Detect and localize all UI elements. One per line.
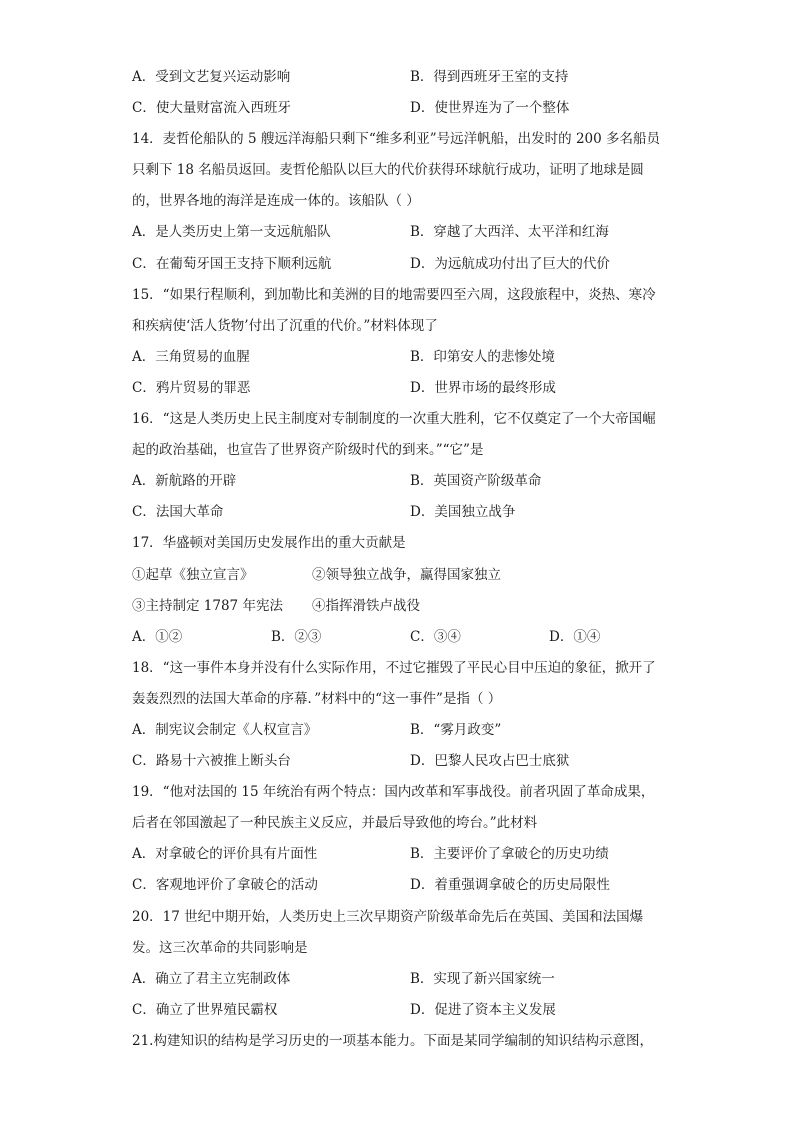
q21-stem: 21.构建知识的结构是学习历史的一项基本能力。下面是某同学编制的知识结构示意图， [132, 1032, 653, 1049]
q15-option-b[interactable]: B．印第安人的悲惨处境 [410, 348, 555, 365]
q20-stem: 20．17 世纪中期开始，人类历史上三次早期资产阶级革命先后在英国、美国和法国爆发。这三次革命的共同影响是 [132, 908, 644, 956]
q18-options-row-2 [132, 746, 667, 777]
q17-option-b[interactable]: B．②③ [271, 628, 322, 645]
q20-options-row-2 [132, 995, 667, 1026]
q14-options-row-2 [132, 249, 667, 280]
q19-options-row-1 [132, 839, 667, 870]
q14-options-row-1 [132, 217, 667, 248]
q17-items-row-2 [132, 591, 667, 622]
q17-item-2: ②领导独立战争，赢得国家独立 [312, 566, 501, 583]
q13-option-d[interactable]: D．使世界连为了一个整体 [410, 100, 570, 117]
q15-stem: 15．“如果行程顺利，到加勒比和美洲的目的地需要四至六周，这段旅程中，炎热、寒冷和疾病使‘活人货物’付出了沉重的代价。”材料体现了 [132, 286, 656, 334]
q16-option-a[interactable]: A．新航路的开辟 [132, 473, 237, 490]
q13-option-b[interactable]: B．得到西班牙王室的支持 [410, 69, 569, 85]
q16-options-row-1 [132, 466, 667, 497]
q17-item-3: ③主持制定 1787 年宪法 [132, 597, 283, 614]
q15-option-a[interactable]: A．三角贸易的血腥 [132, 348, 250, 365]
q20-option-d[interactable]: D．促进了资本主义发展 [410, 1001, 556, 1018]
q18-option-d[interactable]: D．巴黎人民攻占巴士底狱 [410, 753, 570, 770]
q20-option-c[interactable]: C．确立了世界殖民霸权 [132, 1001, 278, 1018]
q18-option-c[interactable]: C．路易十六被推上断头台 [132, 753, 291, 770]
q19-option-b[interactable]: B．主要评价了拿破仑的历史功绩 [410, 846, 609, 863]
q14-option-c[interactable]: C．在葡萄牙国王支持下顺利远航 [132, 255, 332, 272]
q18-option-a[interactable]: A．制宪议会制定《人权宣言》 [132, 721, 318, 738]
q14-stem: 14．麦哲伦船队的 5 艘远洋海船只剩下“维多利亚”号远洋帆船，出发时的 200 多名船员只剩下 18 名船员返回。麦哲伦船队以巨大的代价获得环球航行成功，证明了地球是圆的，世界各地的海洋是连成一体的。该船队（ ） [132, 131, 661, 210]
q17-stem: 17．华盛顿对美国历史发展作出的重大贡献是 [132, 535, 406, 552]
q17-options-row [132, 622, 667, 653]
q18-option-b[interactable]: B．“雾月政变” [410, 721, 502, 738]
q14-option-d[interactable]: D．为远航成功付出了巨大的代价 [410, 255, 610, 272]
q16-option-b[interactable]: B．英国资产阶级革命 [410, 473, 542, 490]
q19-stem: 19．“他对法国的 15 年统治有两个特点：国内改革和军事战役。前者巩固了革命成果，后者在邻国激起了一种民族主义反应，并最后导致他的垮台。”此材料 [132, 784, 655, 832]
q19-option-a[interactable]: A．对拿破仑的评价具有片面性 [132, 846, 318, 863]
q14-option-a[interactable]: A．是人类历史上第一支远航船队 [132, 224, 331, 241]
q17-option-c[interactable]: C．③④ [410, 628, 461, 645]
q14-option-b[interactable]: B．穿越了大西洋、太平洋和红海 [410, 224, 609, 241]
q16-options-row-2 [132, 497, 667, 528]
q16-option-d[interactable]: D．美国独立战争 [410, 504, 516, 521]
q15-option-d[interactable]: D．世界市场的最终形成 [410, 379, 556, 396]
q17-option-a[interactable]: A．①② [132, 628, 183, 645]
q19-option-d[interactable]: D．着重强调拿破仑的历史局限性 [410, 877, 610, 894]
q17-item-4: ④指挥滑铁卢战役 [312, 597, 420, 614]
q19-options-row-2 [132, 870, 667, 901]
q13-option-a[interactable]: A．受到文艺复兴运动影响 [132, 69, 291, 85]
q13-options-row-1 [132, 62, 667, 93]
q17-option-d[interactable]: D．①④ [549, 628, 601, 645]
q13-options-row-2 [132, 93, 667, 124]
q18-stem: 18．“这一事件本身并没有什么实际作用，不过它摧毁了平民心目中压迫的象征，掀开了轰轰烈烈的法国大革命的序幕．”材料中的“这一事件”是指（ ） [132, 659, 656, 707]
q16-option-c[interactable]: C．法国大革命 [132, 504, 224, 521]
q15-option-c[interactable]: C．鸦片贸易的罪恶 [132, 379, 251, 396]
q20-options-row-1 [132, 964, 667, 995]
question-list [132, 62, 667, 1057]
q15-options-row-1 [132, 342, 667, 373]
q18-options-row-1 [132, 715, 667, 746]
q16-stem: 16．“这是人类历史上民主制度对专制制度的一次重大胜利，它不仅奠定了一个大帝国崛起的政治基础，也宣告了世界资产阶级时代的到来。”“它”是 [132, 411, 656, 459]
q13-option-c[interactable]: C．使大量财富流入西班牙 [132, 100, 291, 117]
q17-items-row-1 [132, 560, 667, 591]
q17-item-1: ①起草《独立宣言》 [132, 566, 254, 583]
q20-option-b[interactable]: B．实现了新兴国家统一 [410, 970, 555, 987]
q19-option-c[interactable]: C．客观地评价了拿破仑的活动 [132, 877, 318, 894]
q20-option-a[interactable]: A．确立了君主立宪制政体 [132, 970, 291, 987]
q15-options-row-2 [132, 373, 667, 404]
